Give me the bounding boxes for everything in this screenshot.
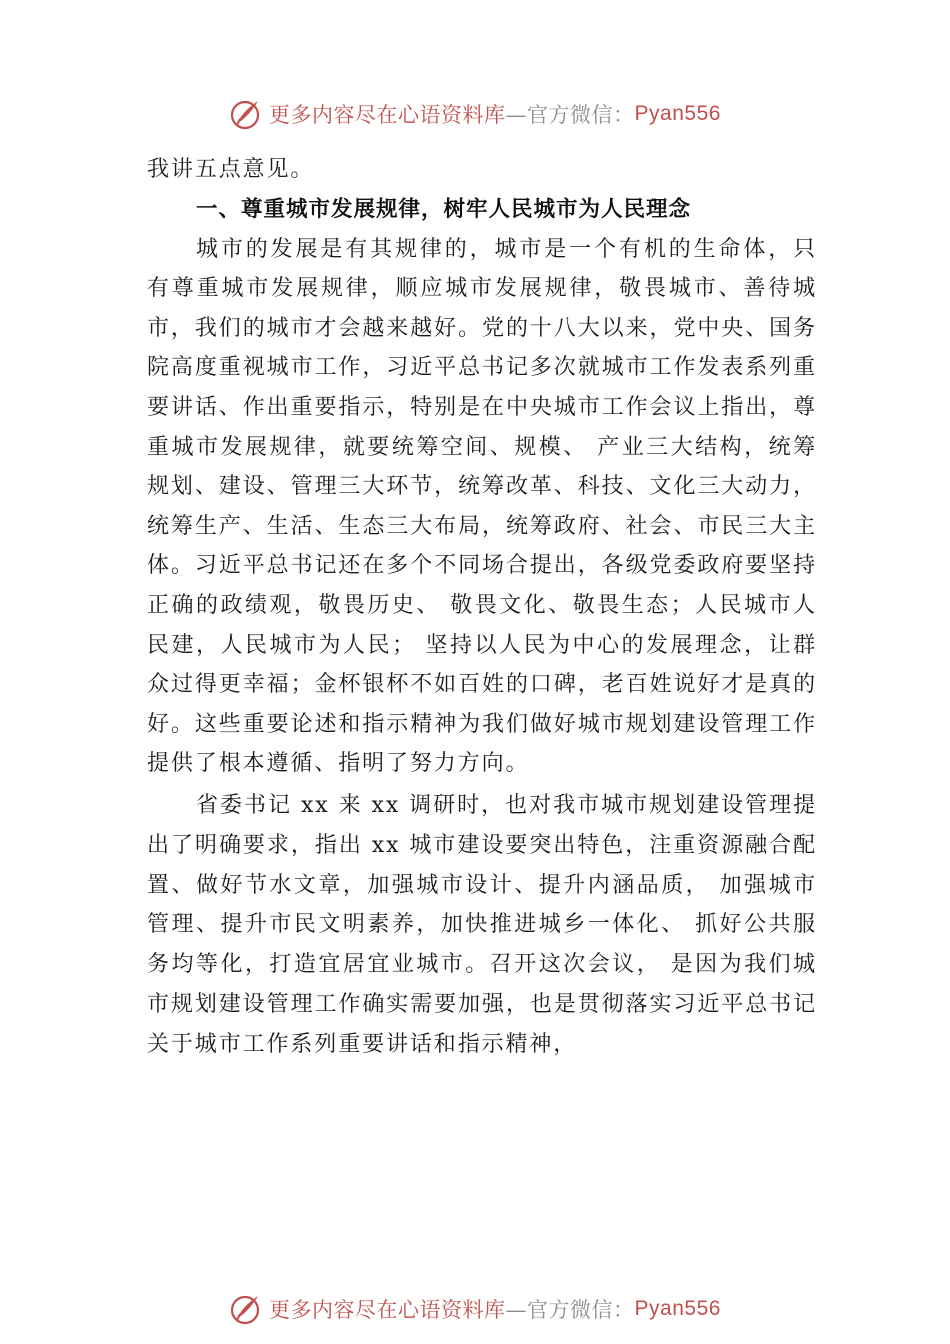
footer-watermark: [0, 1289, 950, 1329]
document-body: [147, 150, 817, 1064]
section-heading: 一、尊重城市发展规律，树牢人民城市为人民理念: [196, 196, 692, 222]
quill-seal-icon: [229, 97, 263, 131]
body-paragraph-2: 省委书记 xx 来 xx 调研时，也对我市城市规划建设管理提出了明确要求，指出 xx 城市建设要突出特色，注重资源融合配置、做好节水文章，加强城市设计、提升内涵品质， 加强城市管理、提升市民文明素养，加快推进城乡一体化、 抓好公共服务均等化，打造宜居宜业城市。召开这次会议， 是因为我们城市规划建设管理工作确实需要加强，也是贯彻落实习近平总书记关于城市工作系列重要讲话和指示精神，: [147, 792, 817, 1057]
watermark-wechat-label: —官方微信：: [505, 1298, 635, 1322]
watermark-account-id: Pyan556: [634, 102, 721, 125]
watermark-account-id: Pyan556: [634, 1297, 721, 1320]
quill-seal-icon: [229, 1292, 263, 1326]
body-paragraph-1: 城市的发展是有其规律的，城市是一个有机的生命体，只有尊重城市发展规律，顺应城市发展规律，敬畏城市、善待城市，我们的城市才会越来越好。党的十八大以来，党中央、国务院高度重视城市工作，习近平总书记多次就城市工作发表系列重要讲话、作出重要指示，特别是在中央城市工作会议上指出，尊重城市发展规律，就要统筹空间、规模、 产业三大结构，统筹规划、建设、管理三大环节，统筹改革、科技、文化三大动力，统筹生产、生活、生态三大布局，统筹政府、社会、市民三大主体。习近平总书记还在多个不同场合提出，各级党委政府要坚持正确的政绩观，敬畏历史、 敬畏文化、敬畏生态；人民城市人民建，人民城市为人民； 坚持以人民为中心的发展理念，让群众过得更幸福；金杯银杯不如百姓的口碑，老百姓说好才是真的好。这些重要论述和指示精神为我们做好城市规划建设管理工作提供了根本遵循、指明了努力方向。: [147, 236, 817, 777]
watermark-library-text: 更多内容尽在心语资料库: [269, 1298, 506, 1322]
watermark-library-text: 更多内容尽在心语资料库: [269, 103, 506, 127]
watermark-wechat-label: —官方微信：: [505, 103, 635, 127]
intro-line: 我讲五点意见。: [147, 157, 315, 182]
header-watermark: [0, 94, 950, 134]
